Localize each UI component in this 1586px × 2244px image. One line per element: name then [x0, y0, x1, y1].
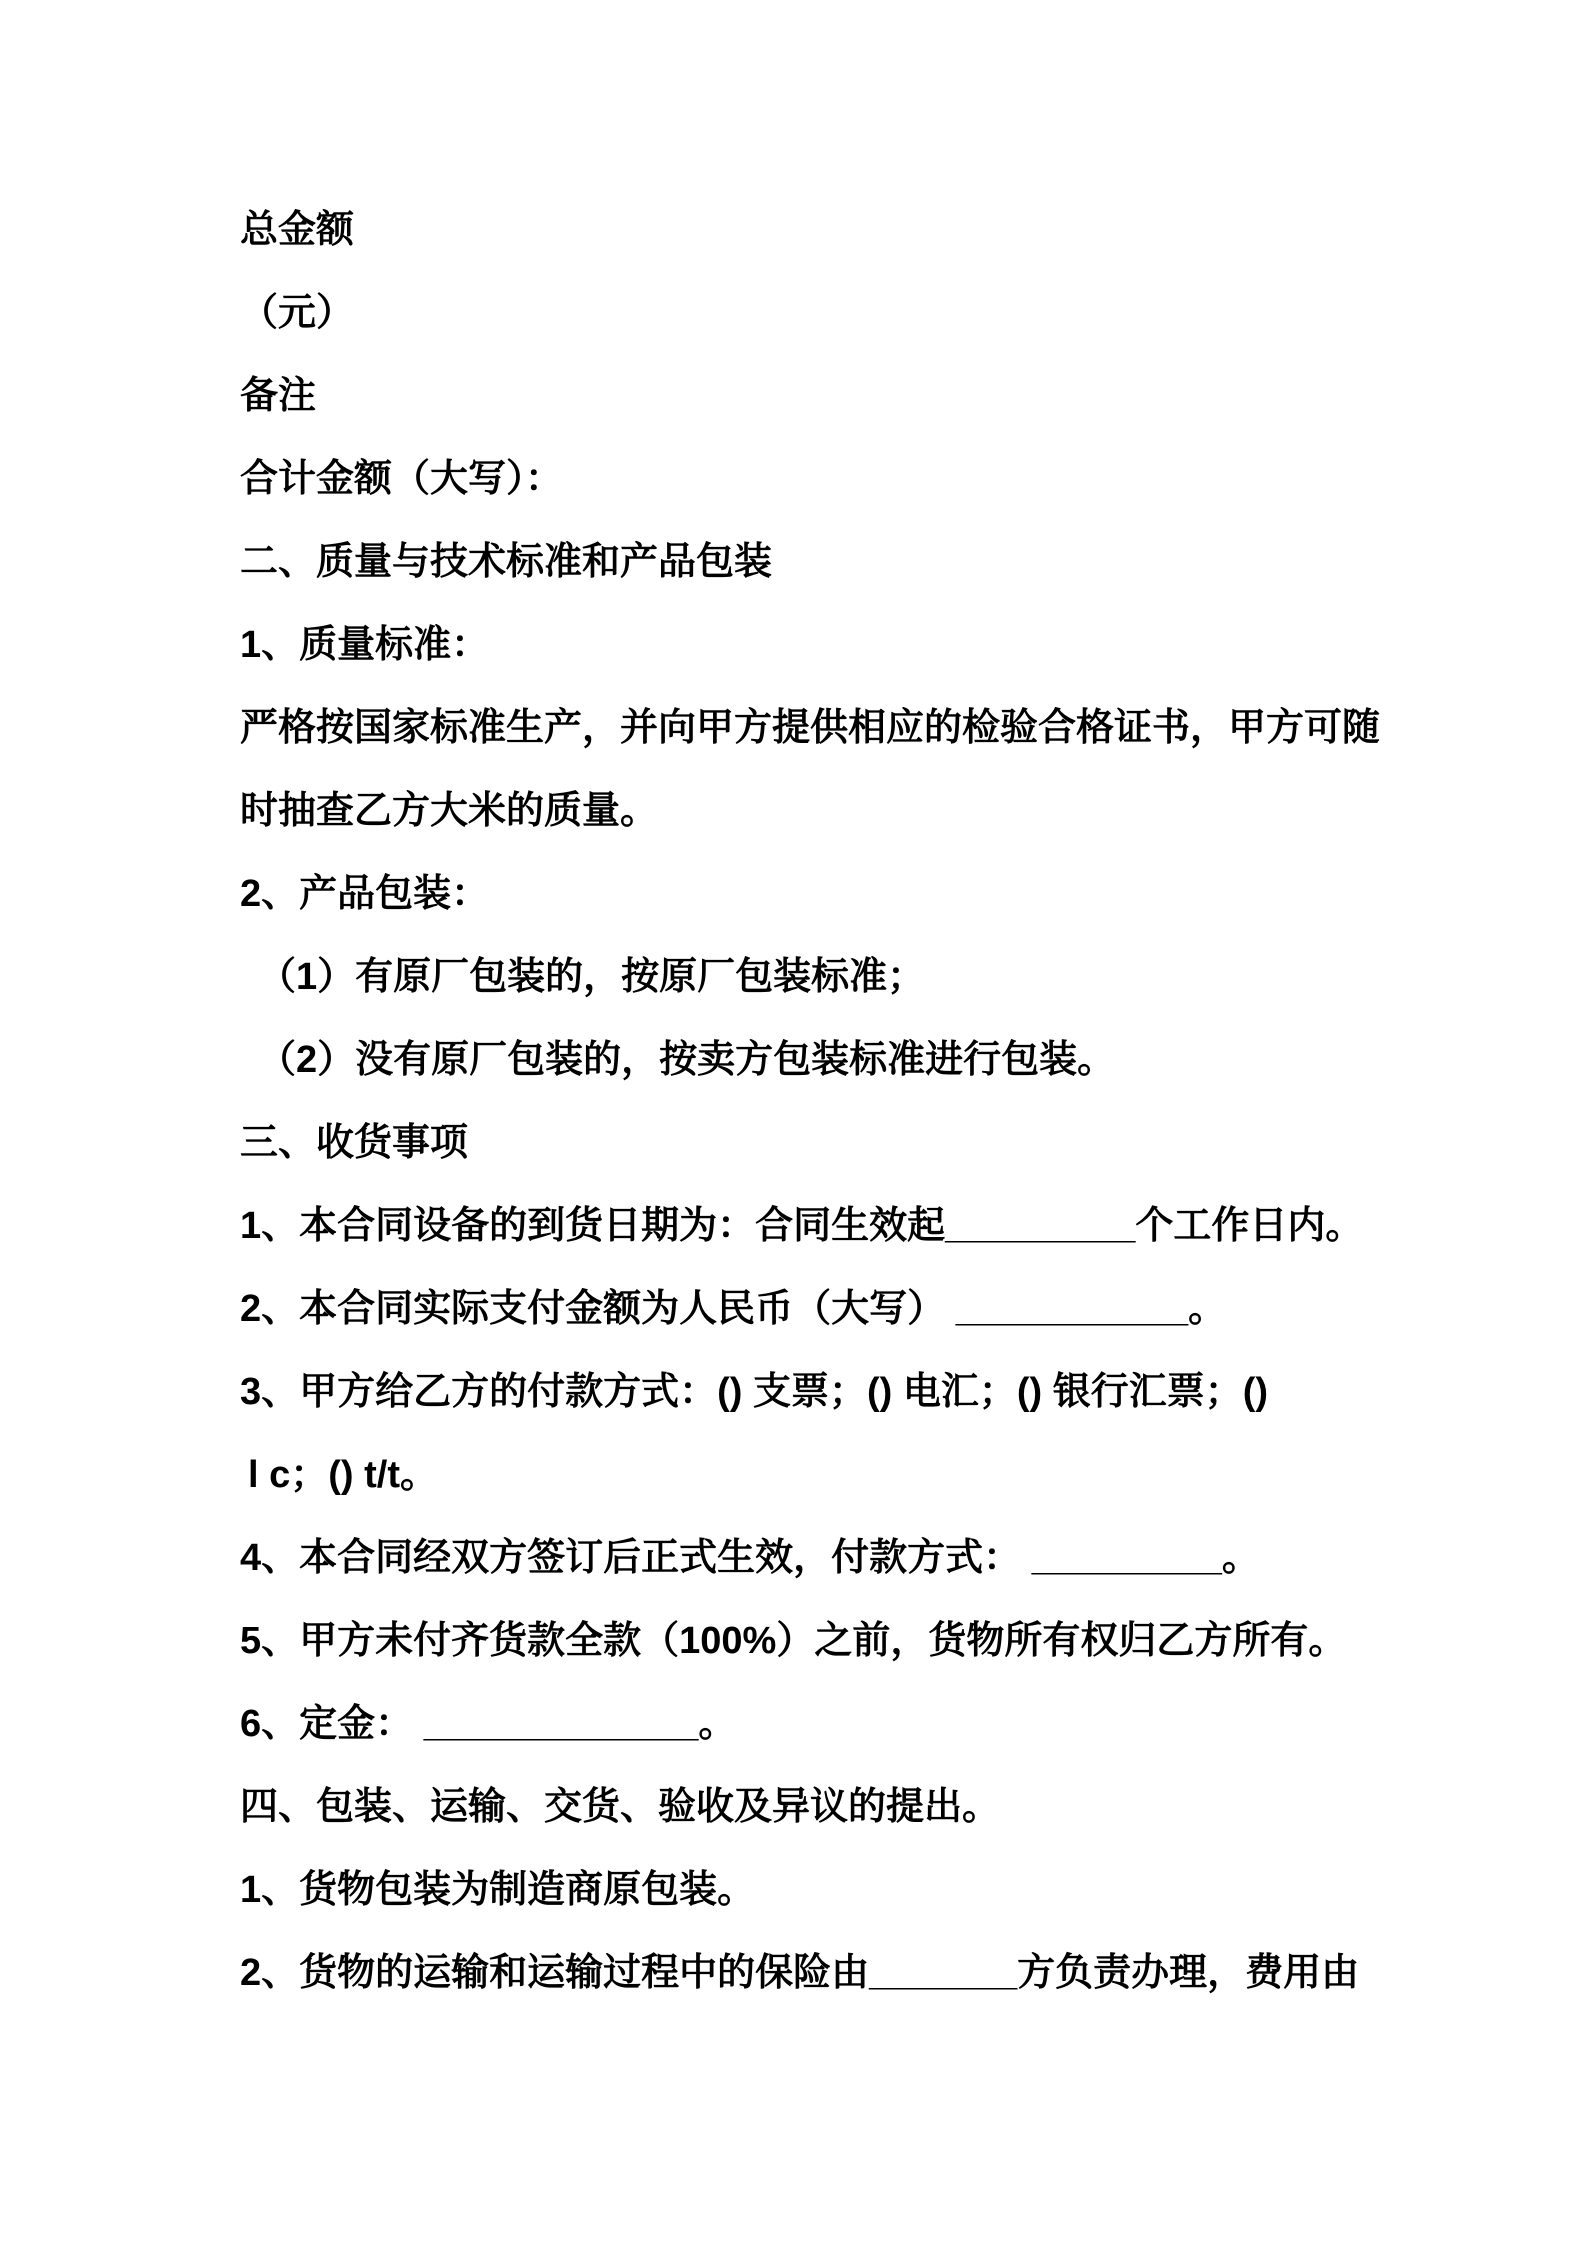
clause-quality-standard-heading: 1、质量标准： [240, 624, 490, 666]
line-total-amount-label: 总金额 [240, 209, 355, 251]
section-heading-quality-packaging: 二、质量与技术标准和产品包装 [240, 541, 773, 583]
clause-quality-standard-text-2: 时抽查乙方大米的质量。 [240, 790, 659, 832]
clause-contract-effective: 4、本合同经双方签订后正式生效，付款方式： _________。 [240, 1537, 1260, 1579]
clause-deposit: 6、定金： _____________。 [240, 1703, 737, 1745]
clause-goods-packaging: 1、货物包装为制造商原包装。 [240, 1869, 756, 1911]
line-remarks-label: 备注 [240, 375, 317, 417]
clause-transport-insurance: 2、货物的运输和运输过程中的保险由_______方负责办理，费用由 [240, 1952, 1360, 1994]
clause-ownership: 5、甲方未付齐货款全款（100%）之前，货物所有权归乙方所有。 [240, 1620, 1347, 1662]
clause-delivery-date: 1、本合同设备的到货日期为：合同生效起_________个工作日内。 [240, 1205, 1364, 1247]
section-heading-receiving: 三、收货事项 [240, 1122, 469, 1164]
clause-quality-standard-text-1: 严格按国家标准生产，并向甲方提供相应的检验合格证书，甲方可随 [240, 707, 1381, 749]
clause-product-packaging-heading: 2、产品包装： [240, 873, 490, 915]
line-total-amount-words-label: 合计金额（大写）： [240, 458, 564, 500]
section-heading-packing-transport: 四、包装、运输、交货、验收及异议的提出。 [240, 1786, 1001, 1828]
document-body [240, 189, 1420, 2015]
clause-packaging-item-2: （2）没有原厂包装的，按卖方包装标准进行包装。 [258, 1039, 1116, 1081]
clause-actual-payment-amount: 2、本合同实际支付金额为人民币（大写） ___________。 [240, 1288, 1227, 1330]
clause-payment-methods: 3、甲方给乙方的付款方式：() 支票；() 电汇；() 银行汇票；() [240, 1371, 1269, 1413]
clause-packaging-item-1: （1）有原厂包装的，按原厂包装标准； [258, 956, 926, 998]
line-unit-label: （元） [240, 292, 355, 334]
clause-payment-methods-continued: l c；() t/t。 [248, 1454, 438, 1496]
